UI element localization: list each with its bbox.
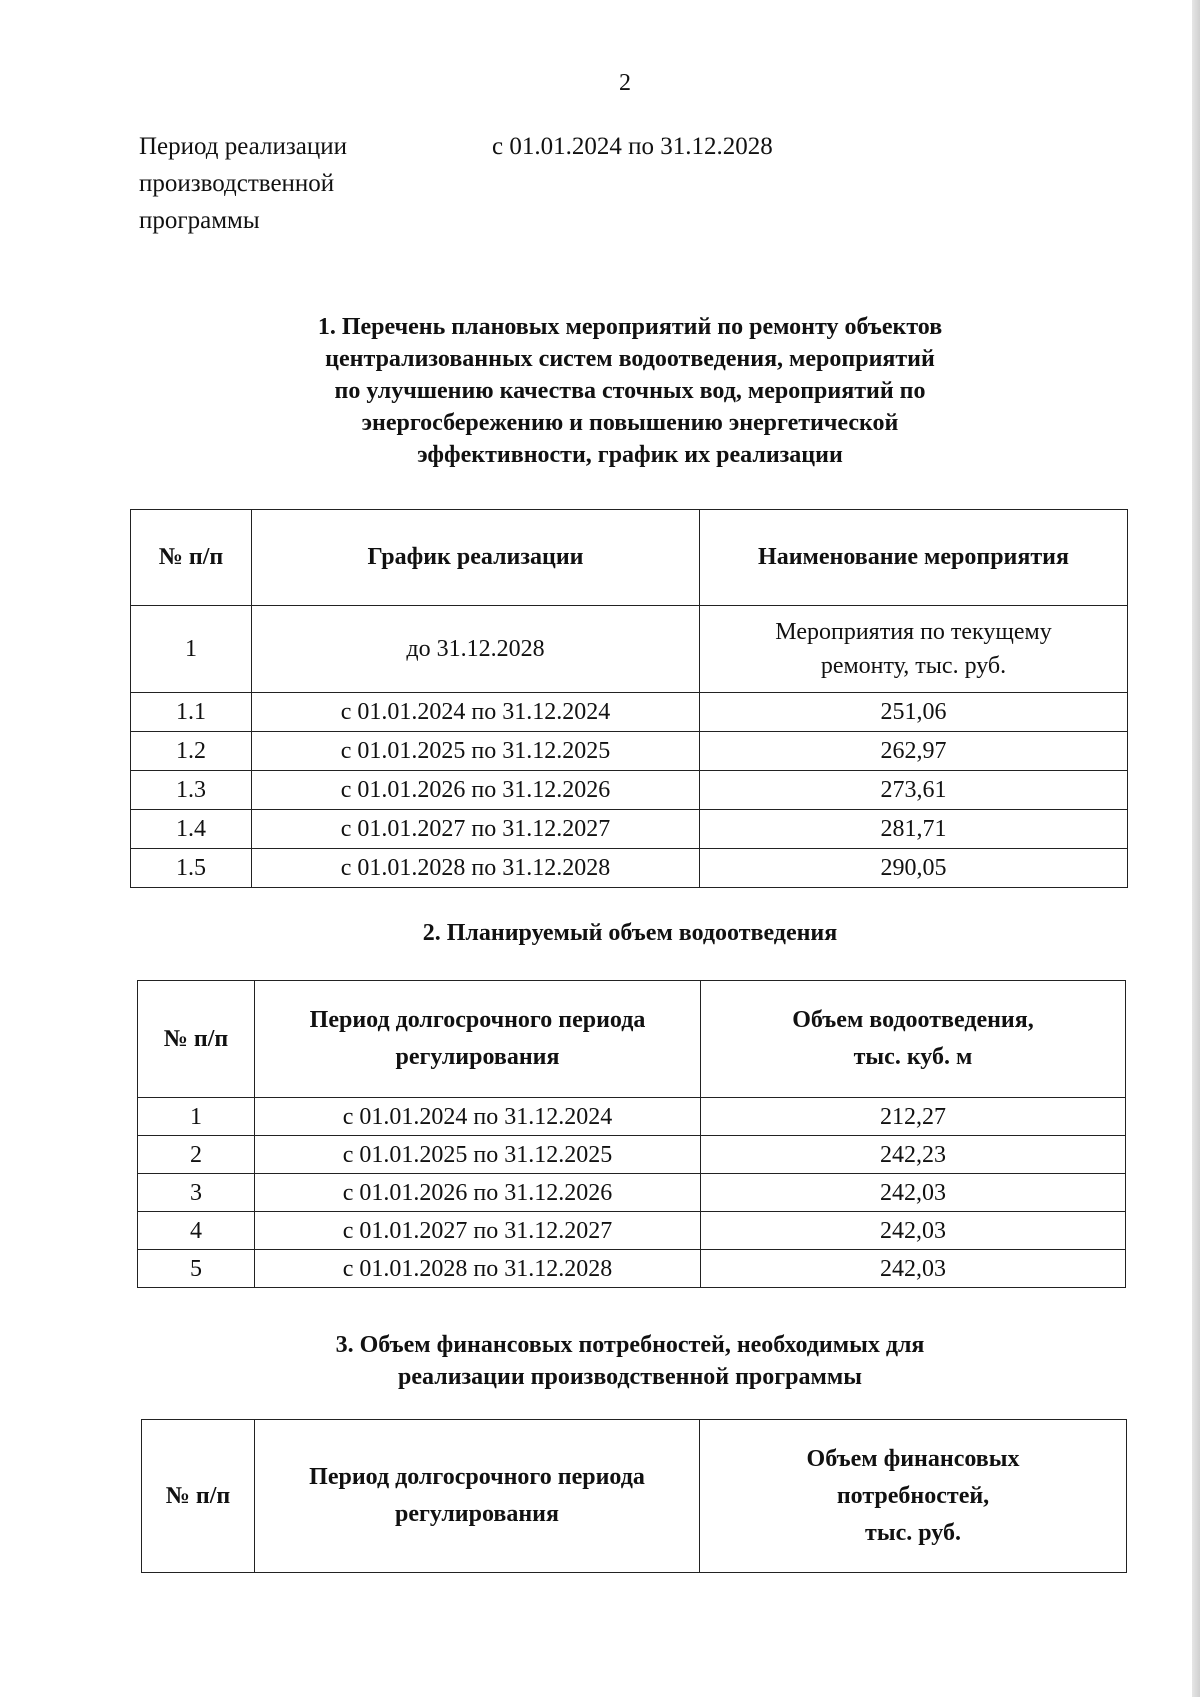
header-finance-line: тыс. руб. (865, 1519, 961, 1546)
cell-value: 281,71 (700, 810, 1128, 849)
cell-period: с 01.01.2025 по 31.12.2025 (255, 1136, 701, 1174)
cell-num: 5 (138, 1250, 255, 1288)
header-volume (701, 981, 1126, 1098)
cell-period: с 01.01.2024 по 31.12.2024 (252, 693, 700, 732)
header-finance-line: Объем финансовых (806, 1445, 1020, 1472)
header-finance-line: потребностей, (836, 1482, 990, 1509)
cell-num: 3 (138, 1174, 255, 1212)
header-num: № п/п (138, 981, 255, 1098)
program-period-value: с 01.01.2024 по 31.12.2028 (492, 133, 773, 160)
cell-num: 4 (138, 1212, 255, 1250)
table-row (138, 1098, 1126, 1136)
program-period-label-line: производственной (139, 170, 335, 197)
table-header-row (131, 510, 1128, 606)
header-volume-line: тыс. куб. м (853, 1044, 973, 1070)
cell-value: 242,03 (701, 1250, 1126, 1288)
cell-num: 1 (138, 1098, 255, 1136)
cell-period: с 01.01.2028 по 31.12.2028 (252, 849, 700, 888)
table-row (138, 1212, 1126, 1250)
cell-period: с 01.01.2026 по 31.12.2026 (252, 771, 700, 810)
section1-title-line: эффективности, график их реализации (417, 442, 843, 468)
table-row (131, 732, 1128, 771)
table-row (131, 771, 1128, 810)
program-period-label-line: программы (139, 207, 260, 234)
cell-period: с 01.01.2027 по 31.12.2027 (252, 810, 700, 849)
cell-value: 212,27 (701, 1098, 1126, 1136)
cell-value: 273,61 (700, 771, 1128, 810)
repair-schedule-table (130, 509, 1128, 888)
program-period-label-line: Период реализации (139, 133, 347, 160)
section1-title-line: по улучшению качества сточных вод, мероприятий по (334, 378, 926, 404)
cell-value: 262,97 (700, 732, 1128, 771)
header-period-line: регулирования (395, 1044, 560, 1070)
cell-value: 290,05 (700, 849, 1128, 888)
header-num: № п/п (131, 510, 252, 606)
header-period (255, 981, 701, 1098)
page-edge-shadow (1192, 0, 1200, 1697)
table-header-row (142, 1420, 1127, 1573)
cell-num: 1.4 (131, 810, 252, 849)
cell-num: 1 (131, 606, 252, 693)
header-period-line: Период долгосрочного периода (309, 1007, 646, 1033)
table-row (131, 693, 1128, 732)
cell-value: 242,03 (701, 1212, 1126, 1250)
header-schedule: График реализации (252, 510, 700, 606)
header-period (255, 1420, 700, 1573)
table-row (131, 849, 1128, 888)
cell-num: 1.3 (131, 771, 252, 810)
financial-needs-table (141, 1419, 1127, 1573)
page-number: 2 (619, 70, 631, 96)
section3-title-line: реализации производственной программы (398, 1364, 862, 1390)
table-header-row (138, 981, 1126, 1098)
cell-period: с 01.01.2028 по 31.12.2028 (255, 1250, 701, 1288)
cell-schedule: до 31.12.2028 (252, 606, 700, 693)
header-finance (700, 1420, 1127, 1573)
header-period-line: Период долгосрочного периода (309, 1464, 645, 1490)
table-row (131, 810, 1128, 849)
cell-event-name-line: Мероприятия по текущему (775, 619, 1052, 645)
table-row (138, 1174, 1126, 1212)
cell-num: 1.2 (131, 732, 252, 771)
cell-period: с 01.01.2024 по 31.12.2024 (255, 1098, 701, 1136)
section1-title-line: 1. Перечень плановых мероприятий по ремонту объектов (317, 314, 943, 340)
header-volume-line: Объем водоотведения, (792, 1007, 1034, 1033)
table-row (138, 1250, 1126, 1288)
table-row (138, 1136, 1126, 1174)
cell-period: с 01.01.2027 по 31.12.2027 (255, 1212, 701, 1250)
cell-event-name (700, 606, 1128, 693)
section1-title-line: энергосбережению и повышению энергетической (361, 410, 899, 436)
cell-num: 1.1 (131, 693, 252, 732)
cell-period: с 01.01.2025 по 31.12.2025 (252, 732, 700, 771)
header-period-line: регулирования (395, 1501, 559, 1527)
section3-title (180, 1329, 1080, 1393)
wastewater-volume-table (137, 980, 1126, 1288)
section2-title: 2. Планируемый объем водоотведения (422, 920, 838, 946)
cell-num: 1.5 (131, 849, 252, 888)
section1-title (180, 311, 1080, 471)
cell-value: 242,23 (701, 1136, 1126, 1174)
program-period-label (139, 128, 439, 239)
cell-event-name-line: ремонту, тыс. руб. (820, 653, 1007, 679)
header-event-name: Наименование мероприятия (700, 510, 1128, 606)
section3-title-line: 3. Объем финансовых потребностей, необходимых для (335, 1332, 925, 1358)
cell-period: с 01.01.2026 по 31.12.2026 (255, 1174, 701, 1212)
cell-value: 251,06 (700, 693, 1128, 732)
table-row (131, 606, 1128, 693)
cell-num: 2 (138, 1136, 255, 1174)
header-num: № п/п (142, 1420, 255, 1573)
cell-value: 242,03 (701, 1174, 1126, 1212)
section1-title-line: централизованных систем водоотведения, мероприятий (325, 346, 935, 372)
